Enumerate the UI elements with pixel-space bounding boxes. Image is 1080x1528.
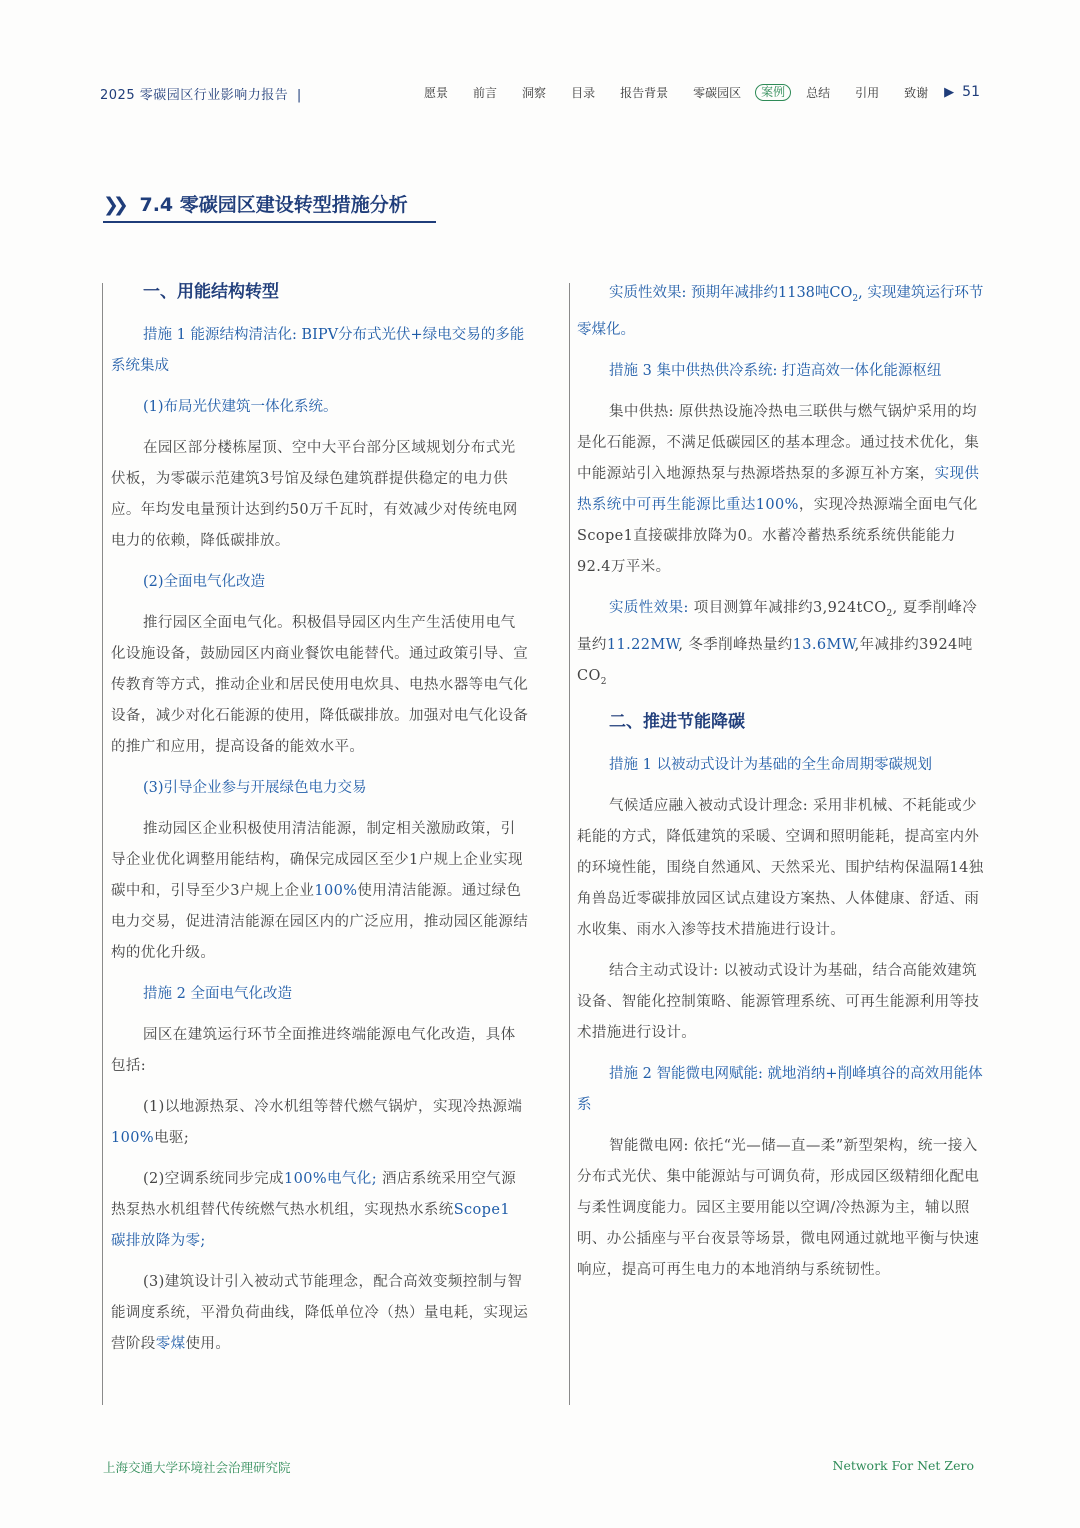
highlight-electrification: 100%电气化; (283, 1171, 377, 1187)
subheading-green-power: (3)引导企业参与开展绿色电力交易 (143, 780, 367, 796)
measure-passive-heading: 措施 1 以被动式设计为基础的全生命周期零碳规划 (609, 756, 932, 773)
text-span: (3)建筑设计引入被动式节能理念，配合高效变频控制与智能调度系统，平滑负荷曲线，降低单位冷（热）量电耗，实现运营阶段 (111, 1274, 529, 1352)
subscript: 2 (886, 608, 893, 619)
nav-item-contents[interactable]: 目录 (571, 85, 596, 100)
effect-1 (577, 278, 987, 346)
text-span: , (892, 599, 903, 616)
footer-network: Network For Net Zero (832, 1458, 974, 1473)
nav-item-cases[interactable]: 案例 (755, 84, 791, 101)
highlight-zero-coal: 零煤 (155, 1336, 186, 1352)
text-span: ,年减排约3924吨CO (577, 636, 973, 684)
text-span: 夏季削峰冷量约 (577, 599, 978, 653)
text-span: (1)以地源热泵、冷水机组等替代燃气锅炉，实现冷热源端 (143, 1099, 523, 1115)
effect-2 (577, 593, 987, 698)
right-column (577, 278, 987, 1296)
paragraph-hvac (111, 1164, 529, 1257)
measure-2-heading: 措施 2 全面电气化改造 (143, 986, 292, 1002)
paragraph-central-heating (577, 397, 987, 583)
text-span: 项目测算年减排约3,924tCO (693, 599, 887, 616)
paragraph-green-power (111, 814, 529, 969)
play-arrow-icon: ▶ (944, 84, 955, 100)
text-span: 使用。 (185, 1336, 231, 1352)
measure-3-heading: 措施 3 集中供热供冷系统: 打造高效一体化能源枢纽 (609, 362, 942, 379)
section-underline (103, 221, 436, 223)
nav-item-summary[interactable]: 总结 (806, 85, 831, 100)
heading-energy-structure: 一、用能结构转型 (143, 282, 279, 302)
effect-label: 实质性效果: (609, 599, 694, 616)
subheading-electrification: (2)全面电气化改造 (143, 574, 266, 590)
text-span: 电驱; (154, 1130, 190, 1146)
highlight-100-percent: 100% (314, 883, 358, 899)
highlight-heating-peak: 13.6MW (792, 636, 855, 653)
paragraph-electrification: 推行园区全面电气化。积极倡导园区内生产生活使用电气化设施设备，鼓励园区内商业餐饮电能替代。通过政策引导、宣传教育等方式，推动企业和居民使用电炊具、电热水器等电气化设备，减少对化石能源的使用，降低碳排放。加强对电气化设备的推广和应用，提高设备的能效水平。 (111, 615, 529, 755)
subscript: 2 (852, 293, 859, 304)
double-chevron-icon: ❯❯ (103, 194, 123, 216)
highlight-cooling-peak: 11.22MW (606, 636, 679, 653)
nav-item-zero-carbon-park[interactable]: 零碳园区 (693, 85, 742, 100)
paragraph-active: 结合主动式设计: 以被动式设计为基础，结合高能效建筑设备、智能化控制策略、能源管理系统、可再生能源利用等技术措施进行设计。 (577, 962, 980, 1041)
title-separator: | (296, 88, 302, 103)
text-span: ，实现冷热源端全面电气化Scope1直接碳排放降为0。水蓄冷蓄热系统系统供能能力92.4万平米。 (577, 496, 978, 575)
right-column-rule (569, 283, 570, 1405)
nav-item-insight[interactable]: 洞察 (522, 85, 547, 100)
top-nav (399, 81, 980, 103)
text-span: 集中供热: 原供热设施冷热电三联供与燃气锅炉采用的均是化石能源，不满足低碳园区的基本理念。通过技术优化，集中能源站引入地源热泵与热源塔热泵的多源互补方案， (577, 403, 980, 482)
subheading-bipv: (1)布局光伏建筑一体化系统。 (143, 399, 338, 415)
left-column-rule (102, 283, 103, 1405)
heading-energy-saving: 二、推进节能降碳 (609, 711, 745, 732)
paragraph-microgrid: 智能微电网: 依托“光—储—直—柔”新型架构，统一接入分布式光伏、集中能源站与可调负荷，形成园区级精细化配电与柔性调度能力。园区主要用能以空调/冷热源为主，辅以照明、办公插座与平台夜景等场景，微电网通过就地平衡与快速响应，提高可再生电力的本地消纳与系统韧性。 (577, 1137, 980, 1278)
text-span: , 冬季削峰热量约 (678, 636, 793, 653)
measure-1-heading: 措施 1 能源结构清洁化: BIPV分布式光伏+绿电交易的多能系统集成 (111, 327, 525, 374)
nav-item-references[interactable]: 引用 (855, 85, 880, 100)
nav-item-preface[interactable]: 前言 (473, 85, 498, 100)
subscript: 2 (600, 676, 607, 687)
highlight-100-percent: 100% (111, 1130, 155, 1146)
highlight-renewable-100: 实现供热系统中可再生能源比重达100% (577, 465, 980, 513)
measure-microgrid-heading: 措施 2 智能微电网赋能: 就地消纳+削峰填谷的高效用能体系 (577, 1065, 983, 1113)
nav-item-vision[interactable]: 愿景 (424, 85, 449, 100)
paragraph-measure-2-intro: 园区在建筑运行环节全面推进终端能源电气化改造，具体包括: (111, 1027, 516, 1074)
paragraph-passive: 气候适应融入被动式设计理念: 采用非机械、不耗能或少耗能的方式，降低建筑的采暖、空调和照明能耗，提高室内外的环境性能，围绕自然通风、天然采光、围护结构保温隔14独角兽岛近零碳排放园区试点建设方案热、人体健康、舒适、雨水收集、雨水入渗等技术措施进行设计。 (577, 797, 984, 938)
section-title-text: 7.4 零碳园区建设转型措施分析 (139, 194, 408, 216)
nav-item-acknowledgements[interactable]: 致谢 (904, 85, 929, 100)
text-span: 推动园区企业积极使用清洁能源，制定相关激励政策，引导企业优化调整用能结构，确保完成园区至少1户规上企业实现碳中和，引导至少3户规上企业 (111, 821, 523, 899)
page-number: 51 (962, 84, 980, 100)
text-span: , 实现建筑运行环节零煤化。 (577, 285, 984, 338)
section-title (103, 190, 408, 217)
report-title-text: 2025 零碳园区行业影响力报告 (100, 88, 289, 103)
paragraph-passive-design (111, 1267, 529, 1360)
nav-item-background[interactable]: 报告背景 (620, 85, 669, 100)
paragraph-bipv: 在园区部分楼栋屋顶、空中大平台部分区域规划分布式光伏板，为零碳示范建筑3号馆及绿色建筑群提供稳定的电力供应。年均发电量预计达到约50万千瓦时，有效减少对传统电网电力的依赖，降低碳排放。 (111, 440, 518, 549)
report-title (100, 84, 302, 103)
text-span: 酒店系统采用空气源热泵热水机组替代传统燃气热水机组，实现热水系统 (111, 1171, 517, 1218)
highlight-scope1: Scope1 碳排放降为零; (111, 1202, 510, 1249)
text-span: 使用清洁能源。通过绿色电力交易，促进清洁能源在园区内的广泛应用，推动园区能源结构的优化升级。 (111, 883, 529, 961)
text-span: 实质性效果: 预期年减排约1138吨CO (609, 285, 853, 301)
text-span: (2)空调系统同步完成 (143, 1171, 284, 1187)
footer-institution: 上海交通大学环境社会治理研究院 (103, 1460, 291, 1475)
paragraph-ground-source (111, 1092, 529, 1154)
left-column (111, 278, 529, 1370)
